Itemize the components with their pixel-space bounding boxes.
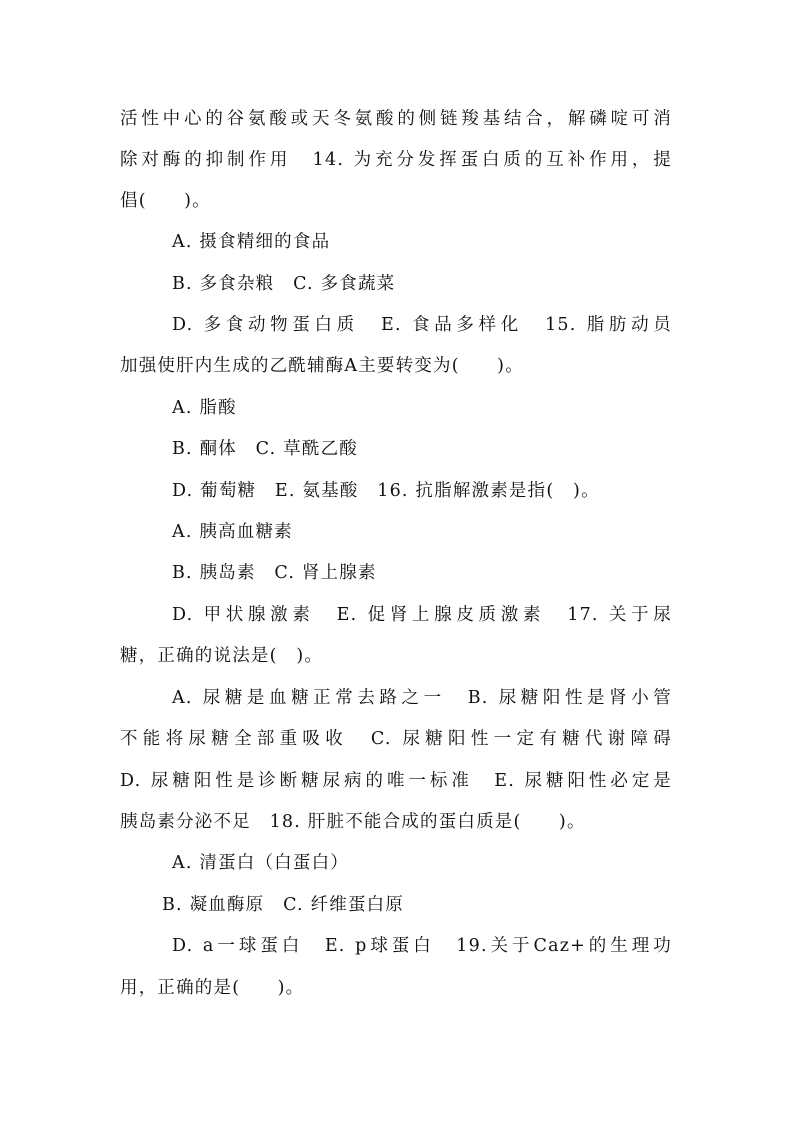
text-line-11: A. 胰高血糖素 [172, 522, 293, 542]
text-line-8: A. 脂酸 [172, 398, 237, 418]
text-line-14: 糖，正确的说法是( )。 [120, 646, 324, 666]
text-line-12: B. 胰岛素 C. 肾上腺素 [172, 563, 377, 583]
text-line-3: 倡( )。 [120, 191, 211, 211]
text-line-22: 用，正确的是( )。 [120, 978, 305, 998]
text-line-18: 胰岛素分泌不足 18. 肝脏不能合成的蛋白质是( )。 [120, 812, 586, 832]
text-line-16: 不能将尿糖全部重吸收 C. 尿糖阳性一定有糖代谢障碍 [120, 729, 672, 749]
text-line-13: D. 甲状腺激素 E. 促肾上腺皮质激素 17. 关于尿 [172, 605, 672, 625]
text-line-4: A. 摄食精细的食品 [172, 232, 331, 252]
text-line-21: D. a一球蛋白 E. p球蛋白 19.关于Caz+的生理功 [172, 936, 672, 956]
text-line-6: D. 多食动物蛋白质 E. 食品多样化 15. 脂肪动员 [172, 315, 672, 335]
text-line-20: B. 凝血酶原 C. 纤维蛋白原 [162, 895, 405, 915]
text-line-17: D. 尿糖阳性是诊断糖尿病的唯一标准 E. 尿糖阳性必定是 [120, 771, 672, 791]
text-line-7: 加强使肝内生成的乙酰辅酶A主要转变为( )。 [120, 356, 524, 376]
text-line-2: 除对酶的抑制作用 14. 为充分发挥蛋白质的互补作用，提 [120, 150, 672, 170]
text-line-10: D. 葡萄糖 E. 氨基酸 16. 抗脂解激素是指( )。 [172, 481, 600, 501]
text-line-15: A. 尿糖是血糖正常去路之一 B. 尿糖阳性是肾小管 [172, 688, 672, 708]
text-line-19: A. 清蛋白（白蛋白） [172, 853, 349, 873]
text-line-9: B. 酮体 C. 草酰乙酸 [172, 439, 358, 459]
text-line-1: 活性中心的谷氨酸或天冬氨酸的侧链羧基结合，解磷啶可消 [120, 109, 672, 129]
text-line-5: B. 多食杂粮 C. 多食蔬菜 [172, 274, 396, 294]
